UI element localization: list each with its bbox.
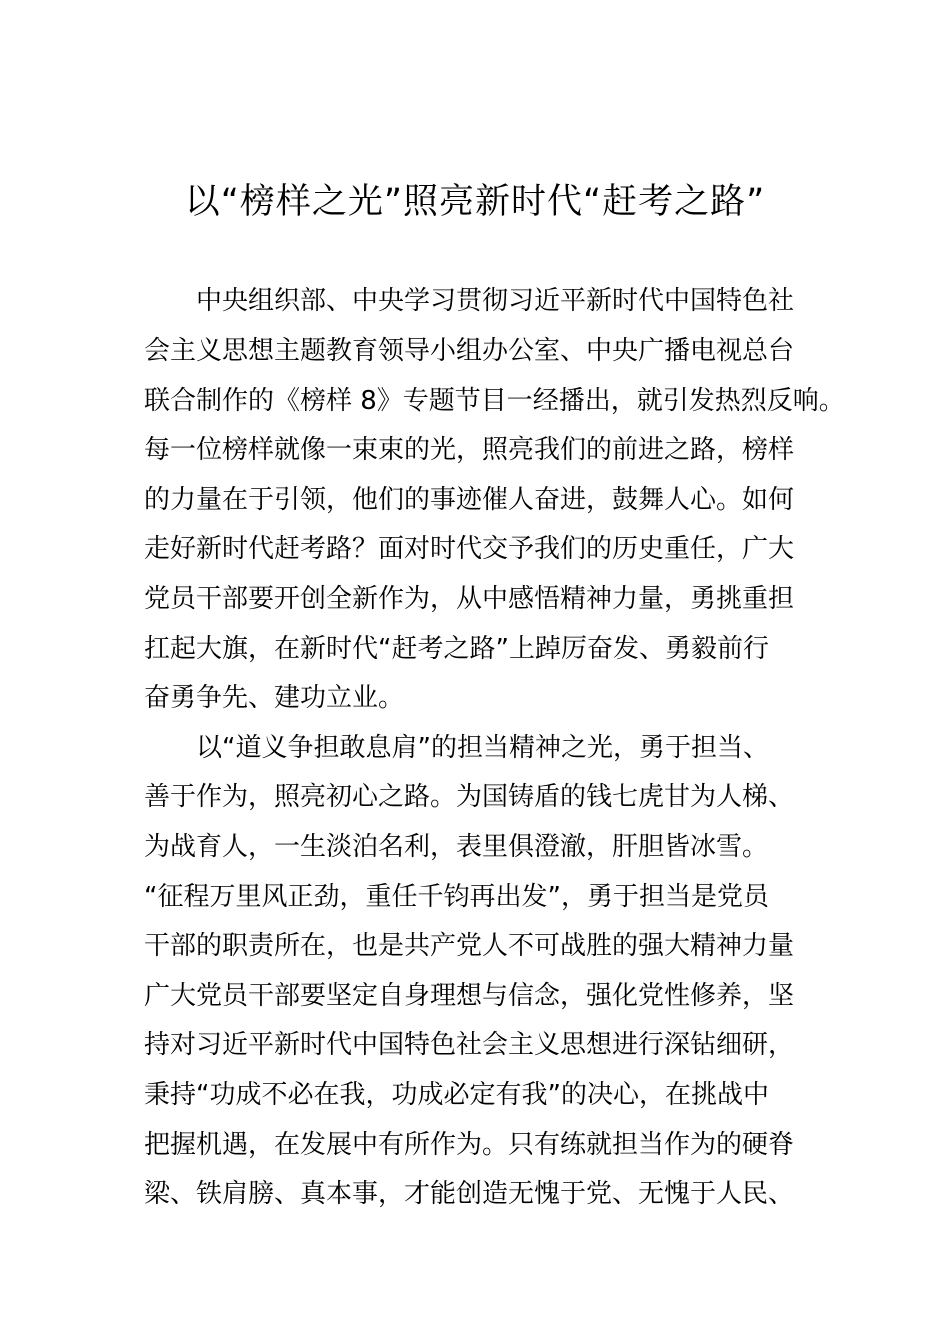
paragraph-line: 奋勇争先、建功立业。 [144, 683, 405, 713]
paragraph-line: 每一位榜样就像一束束的光，照亮我们的前进之路，榜样 [144, 435, 795, 465]
paragraph-line: 秉持“功成不必在我，功成必定有我”的决心，在挑战中 [144, 1080, 769, 1110]
paragraph-line: 党员干部要开创全新作为，从中感悟精神力量，勇挑重担 [144, 584, 795, 614]
paragraph-line: 扛起大旗，在新时代“赶考之路”上踔厉奋发、勇毅前行 [144, 634, 769, 664]
paragraph-line: 广大党员干部要坚定自身理想与信念，强化党性修养，坚 [144, 981, 795, 1011]
paragraph-line: 走好新时代赶考路？面对时代交予我们的历史重任，广大 [144, 534, 795, 564]
paragraph-line: 会主义思想主题教育领导小组办公室、中央广播电视总台 [144, 336, 795, 366]
paragraph-line: 持对习近平新时代中国特色社会主义思想进行深钻细研， [144, 1030, 795, 1060]
paragraph-line: “征程万里风正劲，重任千钧再出发”，勇于担当是党员 [144, 882, 769, 912]
document-title: 以“榜样之光”照亮新时代“赶考之路” [184, 182, 766, 222]
paragraph-line: 善于作为，照亮初心之路。为国铸盾的钱七虎甘为人梯、 [144, 782, 795, 812]
paragraph-line: 梁、铁肩膀、真本事，才能创造无愧于党、无愧于人民、 [144, 1179, 795, 1209]
paragraph-line: 联合制作的《榜样 8》专题节目一经播出，就引发热烈反响。 [144, 386, 845, 416]
paragraph-line: 中央组织部、中央学习贯彻习近平新时代中国特色社 [196, 286, 795, 316]
paragraph-line: 以“道义争担敢息肩”的担当精神之光，勇于担当、 [196, 733, 769, 763]
paragraph-line: 干部的职责所在，也是共产党人不可战胜的强大精神力量 [144, 931, 795, 961]
paragraph-line: 的力量在于引领，他们的事迹催人奋进，鼓舞人心。如何 [144, 485, 795, 515]
paragraph-line: 为战育人，一生淡泊名利，表里俱澄澈，肝胆皆冰雪。 [144, 832, 769, 862]
paragraph-line: 把握机遇，在发展中有所作为。只有练就担当作为的硬脊 [144, 1130, 795, 1160]
